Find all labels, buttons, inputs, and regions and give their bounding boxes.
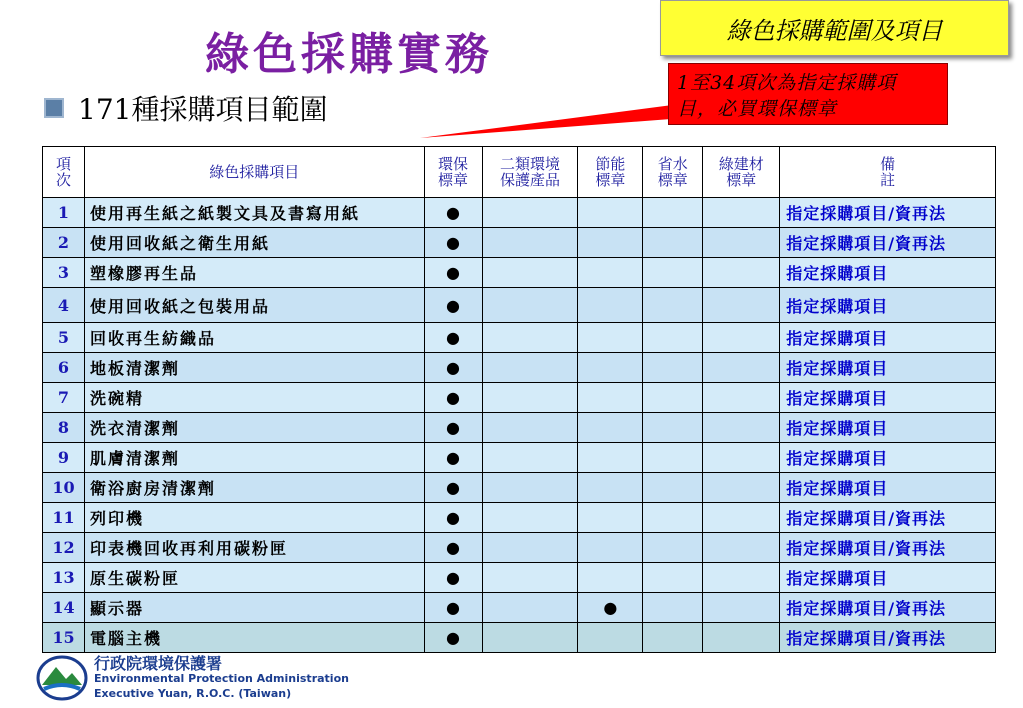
- cell-eco: ●: [424, 228, 482, 258]
- cell-name: 肌膚清潔劑: [84, 443, 424, 473]
- cell-water: [643, 473, 703, 503]
- cell-name: 塑橡膠再生品: [84, 258, 424, 288]
- cell-building: [703, 413, 780, 443]
- cell-energy: [578, 198, 643, 228]
- callout-red-line2: 目，必買環保標章: [677, 98, 838, 120]
- logo-en-line2: Executive Yuan, R.O.C. (Taiwan): [94, 686, 292, 700]
- cell-name: 使用回收紙之衛生用紙: [84, 228, 424, 258]
- cell-name: 顯示器: [84, 593, 424, 623]
- cell-energy: [578, 623, 643, 653]
- cell-energy: [578, 413, 643, 443]
- table-row: [43, 288, 996, 323]
- callout-red-line1: 1至34項次為指定採購項: [677, 72, 897, 94]
- cell-building: [703, 443, 780, 473]
- cell-type2: [482, 443, 578, 473]
- cell-num: 15: [43, 623, 85, 653]
- header-seq: 項 次: [43, 147, 85, 198]
- cell-building: [703, 198, 780, 228]
- cell-building: [703, 593, 780, 623]
- cell-water: [643, 198, 703, 228]
- cell-num: 8: [43, 413, 85, 443]
- cell-eco: ●: [424, 258, 482, 288]
- table-header-row: [43, 147, 996, 198]
- subtitle: 171種採購項目範圍: [78, 93, 328, 126]
- cell-eco: ●: [424, 533, 482, 563]
- cell-type2: [482, 593, 578, 623]
- cell-note: 指定採購項目: [780, 323, 996, 353]
- cell-num: 14: [43, 593, 85, 623]
- cell-name: 使用回收紙之包裝用品: [84, 288, 424, 323]
- cell-water: [643, 323, 703, 353]
- cell-eco: ●: [424, 198, 482, 228]
- cell-num: 11: [43, 503, 85, 533]
- cell-type2: [482, 623, 578, 653]
- cell-name: 印表機回收再利用碳粉匣: [84, 533, 424, 563]
- cell-type2: [482, 353, 578, 383]
- cell-eco: ●: [424, 503, 482, 533]
- cell-type2: [482, 473, 578, 503]
- cell-building: [703, 503, 780, 533]
- cell-eco: ●: [424, 323, 482, 353]
- cell-note: 指定採購項目: [780, 413, 996, 443]
- cell-building: [703, 563, 780, 593]
- cell-eco: ●: [424, 413, 482, 443]
- cell-energy: [578, 563, 643, 593]
- cell-type2: [482, 503, 578, 533]
- cell-energy: [578, 503, 643, 533]
- header-building: 綠建材 標章: [703, 147, 780, 198]
- cell-type2: [482, 413, 578, 443]
- cell-water: [643, 228, 703, 258]
- page-title: 綠色採購實務: [205, 29, 493, 80]
- cell-num: 1: [43, 198, 85, 228]
- cell-note: 指定採購項目: [780, 383, 996, 413]
- epa-emblem-icon: [36, 655, 88, 701]
- table-row: [43, 383, 996, 413]
- table-row: [43, 623, 996, 653]
- table-row: [43, 353, 996, 383]
- cell-num: 3: [43, 258, 85, 288]
- cell-eco: ●: [424, 623, 482, 653]
- table-row: [43, 473, 996, 503]
- header-water: 省水 標章: [643, 147, 703, 198]
- cell-name: 列印機: [84, 503, 424, 533]
- cell-water: [643, 533, 703, 563]
- cell-note: 指定採購項目/資再法: [780, 503, 996, 533]
- cell-eco: ●: [424, 288, 482, 323]
- cell-num: 7: [43, 383, 85, 413]
- cell-energy: [578, 443, 643, 473]
- cell-num: 4: [43, 288, 85, 323]
- cell-note: 指定採購項目: [780, 258, 996, 288]
- cell-num: 9: [43, 443, 85, 473]
- cell-name: 洗碗精: [84, 383, 424, 413]
- logo-en-line1: Environmental Protection Administration: [94, 671, 349, 685]
- header-eco: 環保 標章: [424, 147, 482, 198]
- cell-water: [643, 623, 703, 653]
- cell-water: [643, 563, 703, 593]
- cell-building: [703, 383, 780, 413]
- cell-building: [703, 353, 780, 383]
- cell-energy: [578, 353, 643, 383]
- cell-note: 指定採購項目/資再法: [780, 593, 996, 623]
- cell-note: 指定採購項目/資再法: [780, 198, 996, 228]
- cell-building: [703, 228, 780, 258]
- table-row: [43, 533, 996, 563]
- cell-note: 指定採購項目/資再法: [780, 623, 996, 653]
- cell-energy: ●: [578, 593, 643, 623]
- table-row: [43, 228, 996, 258]
- header-energy: 節能 標章: [578, 147, 643, 198]
- cell-note: 指定採購項目/資再法: [780, 533, 996, 563]
- cell-name: 原生碳粉匣: [84, 563, 424, 593]
- cell-eco: ●: [424, 593, 482, 623]
- cell-type2: [482, 258, 578, 288]
- cell-building: [703, 258, 780, 288]
- cell-num: 13: [43, 563, 85, 593]
- cell-energy: [578, 288, 643, 323]
- table-row: [43, 503, 996, 533]
- cell-type2: [482, 383, 578, 413]
- cell-note: 指定採購項目: [780, 563, 996, 593]
- cell-num: 10: [43, 473, 85, 503]
- cell-type2: [482, 563, 578, 593]
- cell-note: 指定採購項目: [780, 473, 996, 503]
- epa-logo: [36, 655, 349, 701]
- cell-name: 洗衣清潔劑: [84, 413, 424, 443]
- cell-water: [643, 593, 703, 623]
- cell-num: 6: [43, 353, 85, 383]
- logo-cn-text: 行政院環境保護署: [94, 653, 223, 673]
- cell-eco: ●: [424, 383, 482, 413]
- cell-type2: [482, 533, 578, 563]
- cell-building: [703, 473, 780, 503]
- table-row: [43, 413, 996, 443]
- cell-name: 電腦主機: [84, 623, 424, 653]
- cell-water: [643, 288, 703, 323]
- cell-building: [703, 323, 780, 353]
- header-note: 備 註: [780, 147, 996, 198]
- cell-type2: [482, 323, 578, 353]
- table-row: [43, 258, 996, 288]
- cell-building: [703, 288, 780, 323]
- cell-eco: ●: [424, 473, 482, 503]
- cell-name: 使用再生紙之紙製文具及書寫用紙: [84, 198, 424, 228]
- cell-building: [703, 623, 780, 653]
- cell-eco: ●: [424, 563, 482, 593]
- cell-water: [643, 383, 703, 413]
- cell-water: [643, 353, 703, 383]
- callout-red: [668, 63, 948, 125]
- cell-energy: [578, 383, 643, 413]
- cell-note: 指定採購項目/資再法: [780, 228, 996, 258]
- cell-water: [643, 503, 703, 533]
- cell-energy: [578, 228, 643, 258]
- cell-energy: [578, 323, 643, 353]
- cell-energy: [578, 473, 643, 503]
- header-item: 綠色採購項目: [84, 147, 424, 198]
- cell-name: 衛浴廚房清潔劑: [84, 473, 424, 503]
- table-row: [43, 443, 996, 473]
- table-row: [43, 563, 996, 593]
- table-row: [43, 198, 996, 228]
- callout-yellow-text: 綠色採購範圍及項目: [726, 16, 943, 45]
- cell-note: 指定採購項目: [780, 288, 996, 323]
- cell-type2: [482, 198, 578, 228]
- cell-note: 指定採購項目: [780, 353, 996, 383]
- callout-pointer-arrow: [420, 104, 684, 138]
- table-row: [43, 323, 996, 353]
- cell-note: 指定採購項目: [780, 443, 996, 473]
- cell-eco: ●: [424, 353, 482, 383]
- cell-water: [643, 443, 703, 473]
- cell-num: 12: [43, 533, 85, 563]
- cell-eco: ●: [424, 443, 482, 473]
- cell-name: 地板清潔劑: [84, 353, 424, 383]
- cell-water: [643, 258, 703, 288]
- table-row: [43, 593, 996, 623]
- cell-water: [643, 413, 703, 443]
- cell-type2: [482, 288, 578, 323]
- cell-energy: [578, 258, 643, 288]
- cell-type2: [482, 228, 578, 258]
- header-type2: 二類環境 保護產品: [482, 147, 578, 198]
- cell-name: 回收再生紡織品: [84, 323, 424, 353]
- cell-building: [703, 533, 780, 563]
- cell-num: 5: [43, 323, 85, 353]
- cell-energy: [578, 533, 643, 563]
- procurement-table: [42, 146, 996, 653]
- cell-num: 2: [43, 228, 85, 258]
